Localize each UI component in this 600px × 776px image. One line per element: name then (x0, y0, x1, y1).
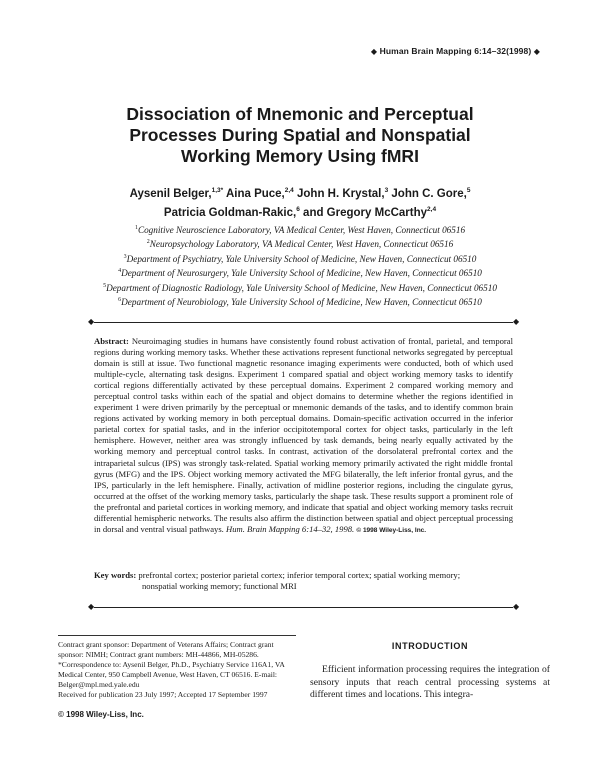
affiliation-text: Neuropsychology Laboratory, VA Medical Center, West Haven, Connecticut 06516 (149, 239, 454, 250)
affiliation-item (0, 251, 600, 265)
keywords-label: Key words: (94, 570, 137, 580)
author-affil-sup: 1,3* (211, 187, 224, 194)
abstract-copyright: © 1998 Wiley-Liss, Inc. (356, 526, 427, 534)
affiliation-item (0, 236, 600, 250)
author-affil-sup: 5 (466, 187, 471, 194)
author-list (0, 183, 600, 221)
affiliation-item (0, 222, 600, 236)
author-line (0, 202, 600, 221)
affiliation-item (0, 265, 600, 279)
rule-diamond-icon: ◆ (513, 602, 520, 611)
title-line: Working Memory Using fMRI (181, 146, 419, 166)
keywords-line: nonspatial working memory; functional MRI (142, 581, 297, 592)
affiliation-text: Cognitive Neuroscience Laboratory, VA Medical Center, West Haven, Connecticut 06516 (137, 225, 466, 236)
affiliation-number: 6 (118, 297, 122, 304)
author-name: Patricia Goldman-Rakic, (163, 206, 297, 219)
journal-citation: Human Brain Mapping 6:14–32(1998) (379, 46, 532, 56)
received-footnote: Received for publication 23 July 1997; Accepted 17 September 1997 (58, 690, 268, 699)
footnote-rule (58, 635, 296, 636)
correspondence-footnote: *Correspondence to: Aysenil Belger, Ph.D., Psychiatry Service 116A1, VA Medical Center, 950 Campbell Avenue, West Haven, CT 06516. E-mail: Belger@mpl.med.yale.edu (58, 660, 285, 689)
author-affil-sup: 3 (384, 187, 389, 194)
author-name: John H. Krystal, (297, 187, 385, 200)
author-name: John C. Gore, (391, 187, 467, 200)
affiliation-text: Department of Neurobiology, Yale University School of Medicine, New Haven, Connecticut 06510 (121, 297, 482, 308)
diamond-ornament-icon: ◆ (533, 47, 540, 56)
page-copyright: © 1998 Wiley-Liss, Inc. (58, 710, 144, 719)
article-title (0, 104, 600, 167)
affiliation-list (0, 222, 600, 309)
affiliation-number: 4 (118, 268, 122, 275)
keywords (94, 570, 513, 592)
affiliation-number: 5 (103, 282, 107, 289)
abstract-label: Abstract: (94, 336, 129, 346)
grant-footnote: Contract grant sponsor: Department of Veterans Affairs; Contract grant sponsor: NIMH; Contract grant numbers: MH-44866, MH-05286. (58, 640, 274, 659)
affiliation-text: Department of Diagnostic Radiology, Yale University School of Medicine, New Haven, Connecticut 06510 (106, 282, 497, 293)
introduction-body (310, 664, 550, 702)
affiliation-text: Department of Psychiatry, Yale University School of Medicine, New Haven, Connecticut 06510 (126, 254, 477, 264)
title-line: Processes During Spatial and Nonspatial (129, 125, 471, 145)
author-line (0, 183, 600, 202)
journal-header (371, 46, 540, 56)
author-affil-sup: 2,4 (427, 205, 437, 213)
author-affil-sup: 6 (296, 205, 300, 213)
abstract (94, 336, 513, 536)
abstract-top-rule (94, 322, 513, 323)
affiliation-number: 2 (146, 239, 150, 246)
affiliation-number: 1 (134, 225, 138, 231)
keywords-line: prefrontal cortex; posterior parietal cortex; inferior temporal cortex; spatial working memory; (138, 570, 461, 580)
author-name: Aysenil Belger, (129, 187, 212, 200)
affiliation-number: 3 (123, 253, 127, 260)
author-name: and Gregory McCarthy (303, 206, 428, 219)
abstract-bottom-rule (94, 607, 513, 608)
rule-diamond-icon: ◆ (513, 317, 520, 326)
diamond-ornament-icon: ◆ (370, 47, 378, 56)
title-line: Dissociation of Mnemonic and Perceptual (126, 104, 474, 124)
footnotes (58, 640, 296, 700)
affiliation-item (0, 294, 600, 308)
affiliation-item (0, 280, 600, 294)
abstract-citation: Hum. Brain Mapping 6:14–32, 1998. (226, 523, 355, 534)
introduction-paragraph: Efficient information processing requires the integration of sensory inputs that reach central processing systems at different times and locations. This integra- (310, 664, 550, 701)
affiliation-text: Department of Neurosurgery, Yale University School of Medicine, New Haven, Connecticut 06510 (121, 268, 482, 279)
abstract-text: Neuroimaging studies in humans have consistently found robust activation of frontal, parietal, and temporal regions during working memory tasks. Whether these activations represent functional networks segregated by perceptual domain is still at issue. Two functional magnetic resonance imaging experiments were conducted, both of which used multiple-cycle, alternating task designs. Experiment 1 compared spatial and object working memory tasks to identify cortical regions differentially activated by these perceptual domains. Experiment 2 compared working memory and perceptual control tasks within each of the spatial and object domains to determine whether the regions identified in experiment 1 were driven primarily by the perceptual or mnemonic demands of the tasks, and to identify common brain regions activated by working memory in both perceptual domains. Domain-specific activation occurred in the inferior parietal cortex for spatial tasks, and in the inferior occipitotemporal cortex for object tasks, particularly in the left hemisphere. However, neither area was strongly influenced by task demands, being nearly equally activated by the working memory and perceptual control tasks. In contrast, activation of the dorsolateral prefrontal cortex and the intraparietal sulcus (IPS) was strongly task-related. Spatial working memory primarily activated the right middle frontal gyrus (MFG) and the IPS. Object working memory activated the MFG bilaterally, the left inferior frontal gyrus, and the IPS, particularly in the left hemisphere. Finally, activation of midline posterior regions, including the cingulate gyrus, occurred at the offset of the working memory tasks, particularly the shape task. These results support a prominent role of the prefrontal and parietal cortices in working memory, and indicate that spatial and object working memory tasks recruit differential hemispheric networks. The results also affirm the distinction between spatial and object perceptual processing in dorsal and ventral visual pathways. (94, 336, 513, 534)
introduction-heading: INTRODUCTION (391, 641, 469, 651)
rule-diamond-icon: ◆ (88, 317, 95, 326)
rule-diamond-icon: ◆ (88, 602, 95, 611)
author-name: Aina Puce, (225, 187, 285, 200)
author-affil-sup: 2,4 (284, 187, 294, 194)
